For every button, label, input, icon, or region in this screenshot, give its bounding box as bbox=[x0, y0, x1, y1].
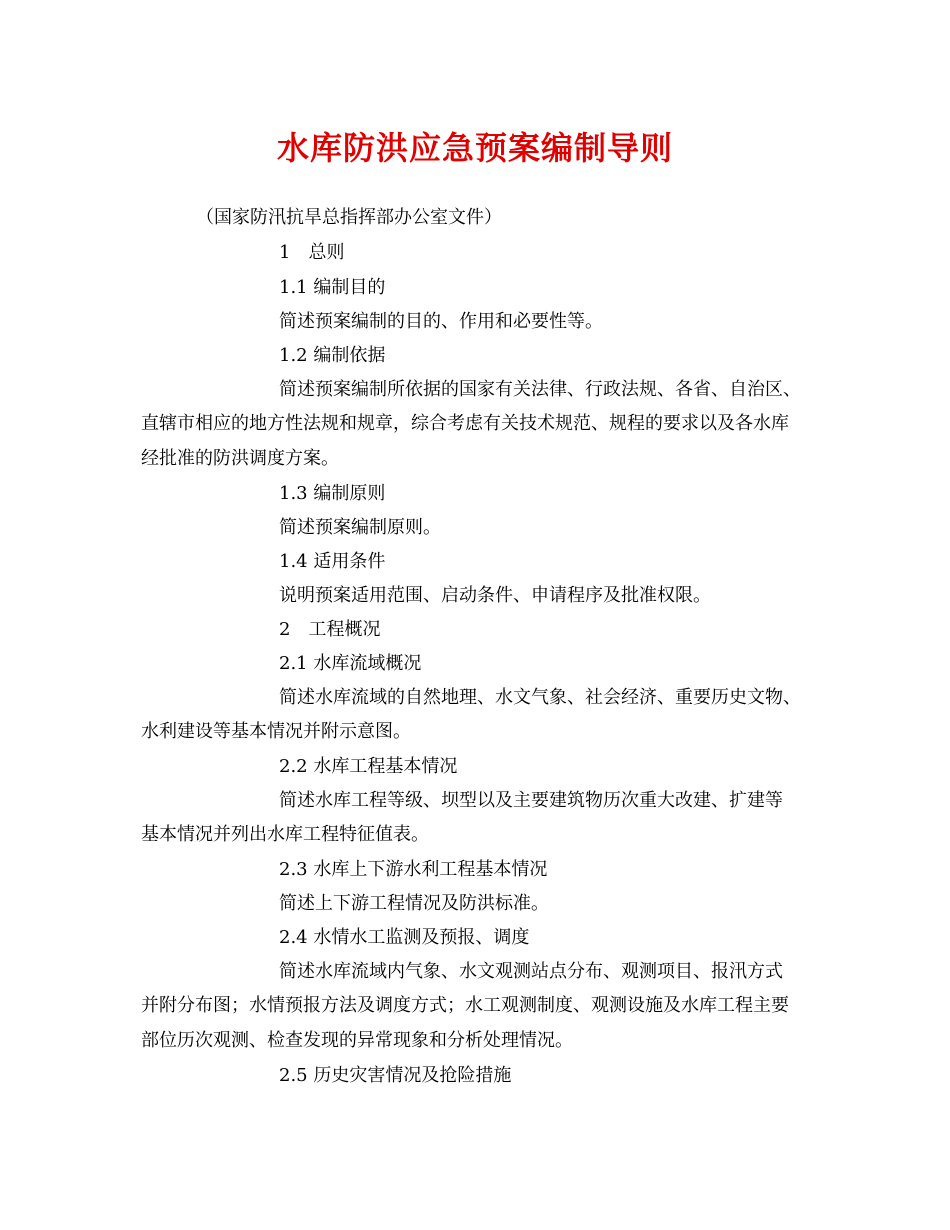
section-heading-1-1: 1.1 编制目的 bbox=[279, 277, 386, 298]
paragraph-line: 基本情况并列出水库工程特征值表。 bbox=[141, 824, 429, 845]
section-heading-2-3: 2.3 水库上下游水利工程基本情况 bbox=[279, 859, 548, 880]
section-heading-2: 2 工程概况 bbox=[279, 619, 381, 640]
paragraph-line: 简述预案编制原则。 bbox=[279, 517, 441, 538]
section-heading-2-4: 2.4 水情水工监测及预报、调度 bbox=[279, 927, 530, 948]
paragraph-line: 简述水库流域的自然地理、水文气象、社会经济、重要历史文物、 bbox=[279, 687, 801, 708]
section-heading-1-2: 1.2 编制依据 bbox=[279, 345, 386, 366]
paragraph-line: 简述水库流域内气象、水文观测站点分布、观测项目、报汛方式 bbox=[279, 961, 783, 982]
section-heading-2-5: 2.5 历史灾害情况及抢险措施 bbox=[279, 1065, 512, 1086]
paragraph-line: 经批准的防洪调度方案。 bbox=[141, 448, 339, 469]
document-subtitle: （国家防汛抗旱总指挥部办公室文件） bbox=[196, 207, 502, 228]
document-title: 水库防洪应急预案编制导则 bbox=[276, 129, 673, 167]
section-heading-2-1: 2.1 水库流域概况 bbox=[279, 653, 422, 674]
paragraph-line: 直辖市相应的地方性法规和规章，综合考虑有关技术规范、规程的要求以及各水库 bbox=[141, 413, 789, 434]
paragraph-line: 并附分布图；水情预报方法及调度方式；水工观测制度、观测设施及水库工程主要 bbox=[141, 995, 789, 1016]
section-heading-1: 1 总则 bbox=[279, 242, 345, 263]
section-heading-1-3: 1.3 编制原则 bbox=[279, 483, 386, 504]
paragraph-line: 部位历次观测、检查发现的异常现象和分析处理情况。 bbox=[141, 1030, 573, 1051]
section-heading-1-4: 1.4 适用条件 bbox=[279, 551, 386, 572]
paragraph-line: 简述水库工程等级、坝型以及主要建筑物历次重大改建、扩建等 bbox=[279, 790, 783, 811]
paragraph-line: 简述上下游工程情况及防洪标准。 bbox=[279, 893, 549, 914]
paragraph-line: 水利建设等基本情况并附示意图。 bbox=[141, 721, 411, 742]
paragraph-line: 简述预案编制的目的、作用和必要性等。 bbox=[279, 311, 603, 332]
section-heading-2-2: 2.2 水库工程基本情况 bbox=[279, 756, 458, 777]
paragraph-line: 简述预案编制所依据的国家有关法律、行政法规、各省、自治区、 bbox=[279, 379, 801, 400]
paragraph-line: 说明预案适用范围、启动条件、申请程序及批准权限。 bbox=[279, 585, 711, 606]
